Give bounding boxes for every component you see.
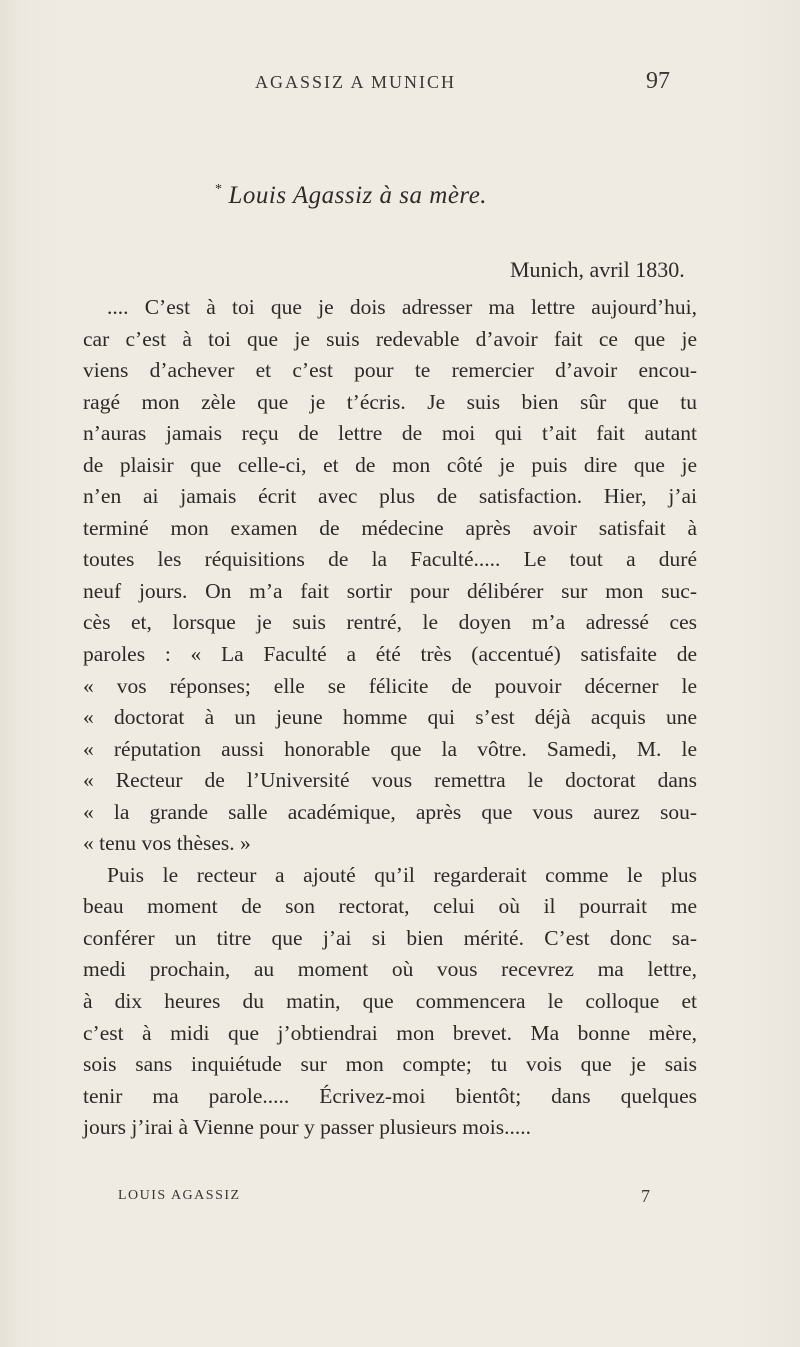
text-line: « réputation aussi honorable que la vôtre. Samedi, M. le	[83, 736, 697, 761]
text-line: cès et, lorsque je suis rentré, le doyen m’a adressé ces	[83, 610, 697, 635]
text-line: « tenu vos thèses. »	[83, 831, 251, 856]
letter-dateline: Munich, avril 1830.	[510, 257, 685, 282]
text-line: de plaisir que celle-ci, et de mon côté je puis dire que je	[83, 452, 697, 477]
text-line: c’est à midi que j’obtiendrai mon brevet. Ma bonne mère,	[83, 1020, 697, 1045]
text-line: « vos réponses; elle se félicite de pouvoir décerner le	[83, 673, 697, 698]
text-line: n’auras jamais reçu de lettre de moi qui t’ait fait autant	[83, 421, 697, 446]
text-line: « la grande salle académique, après que vous aurez sou-	[83, 799, 697, 824]
text-line: Puis le recteur a ajouté qu’il regarderait comme le plus	[107, 862, 697, 887]
text-line: tenir ma parole..... Écrivez-moi bientôt; dans quelques	[83, 1083, 697, 1108]
text-line: n’en ai jamais écrit avec plus de satisfaction. Hier, j’ai	[83, 484, 697, 509]
running-head	[0, 68, 800, 102]
text-line: sois sans inquiétude sur mon compte; tu vois que je sais	[83, 1052, 697, 1077]
page-number: 97	[646, 68, 670, 94]
text-line: car c’est à toi que je suis redevable d’avoir fait ce que je	[83, 326, 697, 351]
text-line: medi prochain, au moment où vous recevrez ma lettre,	[83, 957, 697, 982]
text-line: « doctorat à un jeune homme qui s’est déjà acquis une	[83, 705, 697, 730]
text-line: « Recteur de l’Université vous remettra le doctorat dans	[83, 768, 697, 793]
running-title: AGASSIZ A MUNICH	[255, 72, 457, 92]
footnote-star: *	[215, 182, 223, 197]
letter-title-text: Louis Agassiz à sa mère.	[228, 182, 488, 209]
text-line: terminé mon examen de médecine après avoir satisfait à	[83, 515, 697, 540]
text-line: viens d’achever et c’est pour te remercier d’avoir encou-	[83, 358, 697, 383]
letter-title	[215, 182, 487, 210]
signature-mark: 7	[641, 1186, 650, 1206]
text-line: ragé mon zèle que je t’écris. Je suis bien sûr que tu	[83, 389, 697, 414]
text-line: conférer un titre que j’ai si bien mérité. C’est donc sa-	[83, 925, 697, 950]
text-line: à dix heures du matin, que commencera le colloque et	[83, 989, 697, 1014]
text-line: jours j’irai à Vienne pour y passer plusieurs mois.....	[83, 1115, 531, 1140]
text-line: .... C’est à toi que je dois adresser ma lettre aujourd’hui,	[107, 295, 697, 319]
text-line: toutes les réquisitions de la Faculté..... Le tout a duré	[83, 547, 697, 572]
text-line: paroles : « La Faculté a été très (accentué) satisfaite de	[83, 642, 697, 667]
signature-line: LOUIS AGASSIZ	[118, 1188, 241, 1203]
letter-body	[83, 292, 697, 1144]
text-line: beau moment de son rectorat, celui où il pourrait me	[83, 894, 697, 919]
text-line: neuf jours. On m’a fait sortir pour délibérer sur mon suc-	[83, 578, 697, 603]
